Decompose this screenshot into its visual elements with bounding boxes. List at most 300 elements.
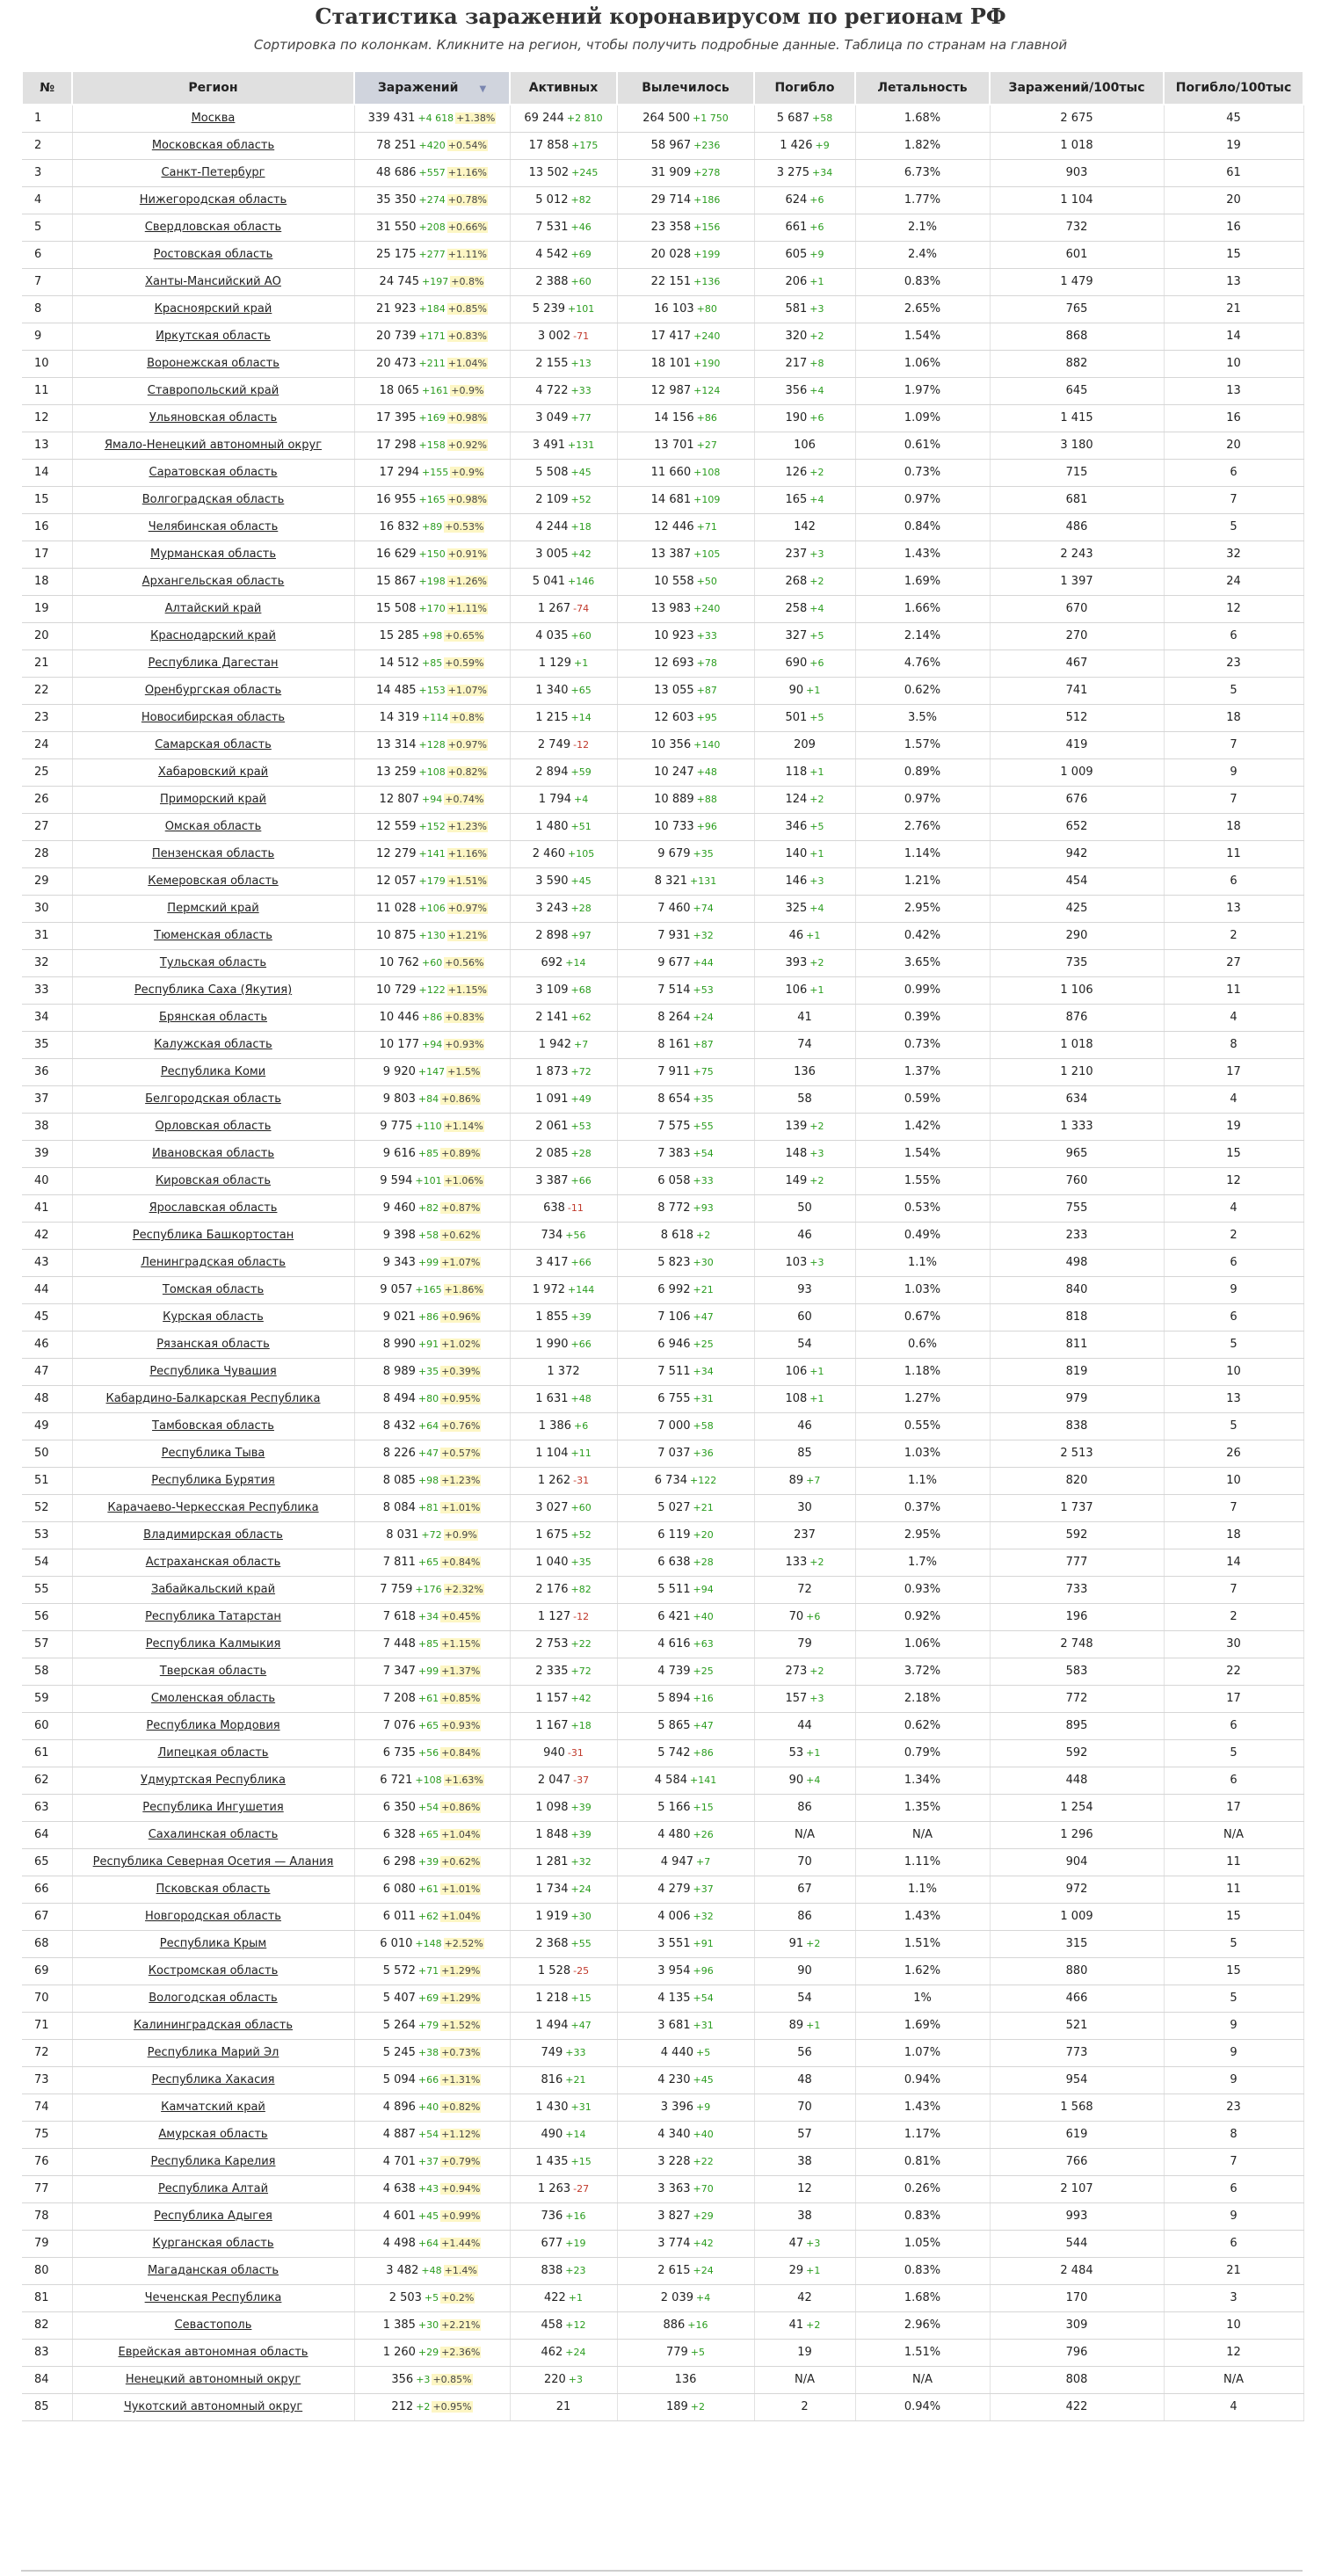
table-row[interactable] [22,2202,1303,2230]
infected-per-100k-cell: 466 [990,1985,1164,2012]
recovered-delta: +42 [693,2238,714,2249]
table-row[interactable] [22,976,1303,1004]
region-link[interactable]: Республика Тыва [161,1447,265,1460]
table-row[interactable] [22,1521,1303,1549]
table-row[interactable] [22,1821,1303,1848]
deaths-delta: +6 [809,657,824,669]
table-row[interactable] [22,1194,1303,1222]
recovered-cell [617,541,754,568]
region-link[interactable]: Оренбургская область [144,684,282,697]
region-link[interactable]: Камчатский край [161,2101,265,2114]
recovered-total: 8 161 [657,1038,691,1051]
deaths-delta: +2 [809,1665,824,1677]
table-row[interactable] [22,268,1303,295]
recovered-cell [617,1603,754,1630]
infected-per-100k-cell: 2 107 [990,2175,1164,2202]
region-cell [72,568,354,595]
table-row[interactable] [22,949,1303,976]
table-row[interactable] [22,323,1303,350]
deaths-delta: +5 [809,712,824,723]
infected-delta: +122 [418,984,446,996]
recovered-delta: +36 [693,1448,714,1459]
region-cell [72,1249,354,1276]
infected-growth-percent: +0.95% [441,1393,481,1404]
table-row[interactable] [22,1004,1303,1031]
region-link[interactable]: Калужская область [154,1038,272,1051]
region-link[interactable]: Ивановская область [151,1147,274,1160]
region-link[interactable]: Свердловская область [144,221,282,234]
infected-growth-percent: +0.73% [441,2047,481,2058]
region-link[interactable]: Республика Башкортостан [132,1229,294,1242]
infected-growth-percent: +1.23% [447,821,487,832]
region-link[interactable]: Вологодская область [149,1992,278,2005]
lethality-cell: 1.17% [855,2121,990,2148]
lethality-cell: 1.7% [855,1549,990,1576]
active-cell [510,2257,617,2284]
infected-growth-percent: +0.57% [441,1448,481,1459]
table-row[interactable] [22,1467,1303,1494]
region-link[interactable]: Ненецкий автономный округ [125,2373,301,2386]
region-link[interactable]: Хабаровский край [157,766,269,779]
active-cell [510,214,617,241]
infected-cell [354,840,510,867]
recovered-total: 8 264 [657,1011,691,1024]
infected-total: 12 057 [376,874,417,888]
region-link[interactable]: Краснодарский край [150,629,276,642]
table-row[interactable] [22,1249,1303,1276]
region-link[interactable]: Санкт-Петербург [161,166,265,179]
table-row[interactable] [22,350,1303,377]
recovered-total: 8 654 [657,1092,691,1106]
active-total: 2 460 [532,847,565,860]
table-row[interactable] [22,1876,1303,1903]
region-link[interactable]: Республика Марий Эл [147,2046,279,2059]
region-cell [72,295,354,323]
infected-per-100k-cell: 1 106 [990,976,1164,1004]
deaths-per-100k-cell: 4 [1164,2393,1303,2420]
active-delta: +22 [570,1638,592,1650]
table-row[interactable] [22,1031,1303,1058]
region-link[interactable]: Челябинская область [148,520,279,533]
table-row[interactable] [22,2148,1303,2175]
region-link[interactable]: Ярославская область [149,1201,278,1215]
region-link[interactable]: Воронежская область [147,357,279,370]
active-delta: +66 [570,1339,592,1350]
table-row[interactable] [22,432,1303,459]
deaths-total: 70 [797,1855,812,1869]
recovered-cell [617,1821,754,1848]
active-total: 1 040 [535,1556,569,1569]
region-link[interactable]: Смоленская область [150,1692,276,1705]
infected-growth-percent: +0.59% [445,657,484,669]
deaths-per-100k-cell: 15 [1164,1903,1303,1930]
recovered-total: 17 417 [650,330,692,343]
recovered-delta: +45 [693,2074,714,2086]
table-row[interactable] [22,758,1303,786]
infected-per-100k-cell: 876 [990,1004,1164,1031]
column-header-recovered[interactable]: Вылечилось [617,71,754,105]
table-row[interactable] [22,2284,1303,2311]
recovered-cell [617,1412,754,1440]
region-link[interactable]: Еврейская автономная область [118,2346,308,2359]
region-link[interactable]: Архангельская область [142,575,285,588]
region-link[interactable]: Республика Дагестан [148,657,279,670]
active-delta: +131 [568,439,595,451]
region-link[interactable]: Республика Карелия [150,2155,276,2168]
region-link[interactable]: Тамбовская область [152,1419,274,1433]
region-link[interactable]: Республика Крым [159,1937,267,1950]
region-link[interactable]: Псковская область [156,1883,271,1896]
row-number: 54 [22,1549,72,1576]
region-link[interactable]: Астраханская область [145,1556,281,1569]
active-delta: +24 [565,2347,586,2358]
infected-per-100k-cell: 619 [990,2121,1164,2148]
region-link[interactable]: Республика Бурятия [151,1474,275,1487]
recovered-total: 3 396 [660,2101,693,2114]
table-row[interactable] [22,2366,1303,2393]
lethality-cell: 3.65% [855,949,990,976]
region-link[interactable]: Удмуртская Республика [141,1774,286,1787]
infected-delta: +176 [415,1584,442,1595]
table-row[interactable] [22,1440,1303,1467]
region-link[interactable]: Новосибирская область [141,711,286,724]
region-link[interactable]: Пермский край [167,902,259,915]
table-row[interactable] [22,786,1303,813]
recovered-cell [617,922,754,949]
table-row[interactable] [22,2311,1303,2339]
active-delta: +2 810 [566,112,603,125]
table-row[interactable] [22,404,1303,432]
infected-cell [354,2148,510,2175]
recovered-delta: +27 [696,439,717,451]
row-number: 79 [22,2230,72,2257]
active-cell [510,1549,617,1576]
table-row[interactable] [22,2230,1303,2257]
table-row[interactable] [22,813,1303,840]
deaths-total: 327 [785,629,808,642]
table-row[interactable] [22,105,1303,132]
table-row[interactable] [22,1331,1303,1358]
region-link[interactable]: Москва [191,112,236,126]
column-header-deaths-per-100k[interactable]: Погибло/100тыс [1164,71,1303,105]
region-link[interactable]: Курская область [163,1310,264,1324]
region-link[interactable]: Калининградская область [134,2019,293,2032]
table-row[interactable] [22,1903,1303,1930]
region-link[interactable]: Севастополь [174,2318,252,2332]
table-row[interactable] [22,459,1303,486]
region-link[interactable]: Ростовская область [153,248,273,261]
region-link[interactable]: Пензенская область [151,847,275,860]
active-total: 69 244 [524,112,564,126]
infected-cell [354,459,510,486]
recovered-cell [617,214,754,241]
region-link[interactable]: Белгородская область [145,1092,281,1106]
region-link[interactable]: Ханты-Мансийский АО [145,275,281,288]
table-row[interactable] [22,1412,1303,1440]
table-row[interactable] [22,541,1303,568]
deaths-delta: +1 [806,2020,821,2031]
deaths-total: 126 [785,466,808,479]
table-row[interactable] [22,1767,1303,1794]
table-row[interactable] [22,159,1303,186]
infected-delta: +557 [418,167,446,178]
table-row[interactable] [22,1113,1303,1140]
deaths-total: 356 [785,384,808,397]
table-row[interactable] [22,2175,1303,2202]
region-link[interactable]: Республика Татарстан [145,1610,281,1623]
table-row[interactable] [22,840,1303,867]
active-cell [510,1358,617,1385]
region-link[interactable]: Чеченская Республика [144,2291,282,2304]
table-row[interactable] [22,1358,1303,1385]
active-cell [510,541,617,568]
table-row[interactable] [22,1658,1303,1685]
region-link[interactable]: Республика Адыгея [154,2210,272,2223]
deaths-per-100k-cell: 6 [1164,867,1303,895]
column-header-infected-per-100k[interactable]: Заражений/100тыс [990,71,1164,105]
region-link[interactable]: Приморский край [159,793,267,806]
table-row[interactable] [22,895,1303,922]
column-header-active[interactable]: Активных [510,71,617,105]
table-row[interactable] [22,1140,1303,1167]
recovered-cell [617,1576,754,1603]
region-link[interactable]: Самарская область [155,738,272,751]
table-row[interactable] [22,2257,1303,2284]
table-row[interactable] [22,1848,1303,1876]
table-row[interactable] [22,1930,1303,1957]
table-row[interactable] [22,1739,1303,1767]
table-row[interactable] [22,1167,1303,1194]
column-header-number[interactable]: № [22,71,72,105]
region-link[interactable]: Ставропольский край [147,384,279,397]
infected-per-100k-cell: 2 675 [990,105,1164,132]
region-link[interactable]: Чукотский автономный округ [123,2400,303,2413]
infected-growth-percent: +0.96% [441,1311,481,1323]
deaths-per-100k-cell: 30 [1164,1630,1303,1658]
region-link[interactable]: Иркутская область [156,330,271,343]
region-link[interactable]: Кировская область [155,1174,272,1187]
infected-total: 4 601 [382,2210,416,2223]
infected-delta: +39 [417,1856,439,1868]
table-row[interactable] [22,2393,1303,2420]
table-row[interactable] [22,1222,1303,1249]
table-row[interactable] [22,677,1303,704]
infected-total: 5 572 [382,1964,416,1977]
region-link[interactable]: Саратовская область [149,466,278,479]
region-link[interactable]: Республика Мордовия [146,1719,280,1732]
infected-total: 8 084 [382,1501,416,1514]
recovered-cell [617,268,754,295]
region-link[interactable]: Амурская область [158,2128,268,2141]
recovered-cell [617,323,754,350]
table-row[interactable] [22,1957,1303,1985]
recovered-total: 5 166 [657,1801,691,1814]
active-cell [510,622,617,649]
table-row[interactable] [22,377,1303,404]
table-row[interactable] [22,2093,1303,2121]
region-link[interactable]: Республика Коми [160,1065,266,1078]
infected-per-100k-cell: 796 [990,2339,1164,2366]
infected-delta: +82 [417,1202,439,1214]
region-link[interactable]: Республика Хакасия [151,2073,275,2086]
deaths-total: 90 [797,1964,812,1977]
region-link[interactable]: Забайкальский край [150,1583,276,1596]
lethality-cell: 0.67% [855,1303,990,1331]
deaths-cell [754,649,855,677]
deaths-delta: +4 [809,494,824,505]
table-row[interactable] [22,1630,1303,1658]
deaths-per-100k-cell: 12 [1164,1167,1303,1194]
infected-growth-percent: +1.23% [441,1475,481,1486]
region-link[interactable]: Костромская область [148,1964,279,1977]
table-row[interactable] [22,2012,1303,2039]
table-row[interactable] [22,295,1303,323]
region-link[interactable]: Республика Северная Осетия — Алания [92,1855,334,1869]
region-link[interactable]: Магаданская область [148,2264,279,2277]
deaths-cell [754,2257,855,2284]
region-link[interactable]: Ямало-Ненецкий автономный округ [104,439,323,452]
region-link[interactable]: Липецкая область [157,1746,269,1760]
region-link[interactable]: Красноярский край [154,302,272,316]
active-cell [510,1767,617,1794]
table-row[interactable] [22,1576,1303,1603]
table-row[interactable] [22,1494,1303,1521]
region-link[interactable]: Кабардино-Балкарская Республика [105,1392,321,1405]
region-link[interactable]: Республика Калмыкия [145,1637,281,1651]
row-number: 58 [22,1658,72,1685]
region-link[interactable]: Волгоградская область [142,493,285,506]
region-link[interactable]: Омская область [164,820,262,833]
table-row[interactable] [22,704,1303,731]
table-row[interactable] [22,595,1303,622]
recovered-delta: +33 [696,630,717,642]
column-header-infected[interactable] [354,71,510,105]
table-row[interactable] [22,1685,1303,1712]
table-row[interactable] [22,1603,1303,1630]
active-cell [510,731,617,758]
region-link[interactable]: Алтайский край [164,602,262,615]
table-row[interactable] [22,214,1303,241]
infected-growth-percent: +0.93% [441,1720,481,1731]
infected-cell [354,1358,510,1385]
infected-delta: +54 [417,1802,439,1813]
region-link[interactable]: Карачаево-Черкесская Республика [107,1501,319,1514]
region-link[interactable]: Тюменская область [154,929,272,942]
table-row[interactable] [22,241,1303,268]
region-link[interactable]: Курганская область [152,2237,274,2250]
column-header-deaths[interactable]: Погибло [754,71,855,105]
deaths-cell [754,813,855,840]
table-row[interactable] [22,1058,1303,1085]
table-row[interactable] [22,1794,1303,1821]
table-row[interactable] [22,2039,1303,2066]
table-row[interactable] [22,1385,1303,1412]
region-link[interactable]: Брянская область [158,1011,268,1024]
recovered-total: 6 638 [657,1556,691,1569]
table-row[interactable] [22,867,1303,895]
table-row[interactable] [22,1276,1303,1303]
region-link[interactable]: Ульяновская область [149,411,278,424]
recovered-delta: +37 [693,1883,714,1895]
table-row[interactable] [22,486,1303,513]
recovered-delta: +190 [693,358,721,369]
active-total: 1 480 [535,820,569,833]
region-link[interactable]: Сахалинская область [148,1828,279,1841]
region-link[interactable]: Орловская область [155,1120,272,1133]
table-row[interactable] [22,1549,1303,1576]
table-row[interactable] [22,649,1303,677]
recovered-cell [617,241,754,268]
active-cell [510,2284,617,2311]
region-link[interactable]: Рязанская область [156,1338,270,1351]
infected-total: 15 508 [376,602,417,615]
deaths-per-100k-cell: 10 [1164,350,1303,377]
infected-total: 9 021 [382,1310,416,1324]
region-link[interactable]: Республика Алтай [157,2182,269,2195]
deaths-delta: +58 [812,112,833,125]
table-row[interactable] [22,731,1303,758]
table-row[interactable] [22,1985,1303,2012]
lethality-cell: 1.82% [855,132,990,159]
table-row[interactable] [22,568,1303,595]
active-delta: +28 [570,1148,592,1159]
region-link[interactable]: Республика Чувашия [149,1365,277,1378]
region-cell [72,622,354,649]
infected-growth-percent: +0.8% [451,276,484,287]
table-row[interactable] [22,1085,1303,1113]
region-link[interactable]: Республика Ингушетия [142,1801,284,1814]
table-row[interactable] [22,513,1303,541]
table-row[interactable] [22,922,1303,949]
row-number: 34 [22,1004,72,1031]
region-link[interactable]: Ленинградская область [141,1256,286,1269]
table-row[interactable] [22,2121,1303,2148]
region-link[interactable]: Тульская область [159,956,267,969]
table-row[interactable] [22,132,1303,159]
active-delta: +105 [568,848,595,860]
region-link[interactable]: Республика Саха (Якутия) [134,983,293,997]
infected-delta: +114 [422,712,449,723]
deaths-delta: +3 [809,1148,824,1159]
table-row[interactable] [22,2066,1303,2093]
infected-total: 9 398 [382,1229,416,1242]
column-header-lethality[interactable]: Летальность [855,71,990,105]
active-delta: +30 [570,1911,592,1922]
active-delta: +144 [568,1284,595,1295]
table-row[interactable] [22,2339,1303,2366]
table-row[interactable] [22,1712,1303,1739]
region-link[interactable]: Кемеровская область [148,874,279,888]
region-cell [72,1113,354,1140]
region-link[interactable]: Мурманская область [150,548,276,561]
region-link[interactable]: Владимирская область [143,1528,283,1542]
deaths-delta: +3 [809,303,824,315]
region-link[interactable]: Новгородская область [145,1910,281,1923]
column-header-region[interactable]: Регион [72,71,354,105]
active-cell [510,1658,617,1685]
infected-total: 25 175 [376,248,417,261]
region-link[interactable]: Томская область [162,1283,265,1296]
region-link[interactable]: Нижегородская область [139,193,287,207]
region-link[interactable]: Московская область [151,139,275,152]
infected-total: 4 498 [382,2237,416,2250]
table-row[interactable] [22,622,1303,649]
table-row[interactable] [22,1303,1303,1331]
deaths-total: 393 [785,956,808,969]
region-link[interactable]: Тверская область [159,1665,267,1678]
active-cell [510,1985,617,2012]
table-row[interactable] [22,186,1303,214]
